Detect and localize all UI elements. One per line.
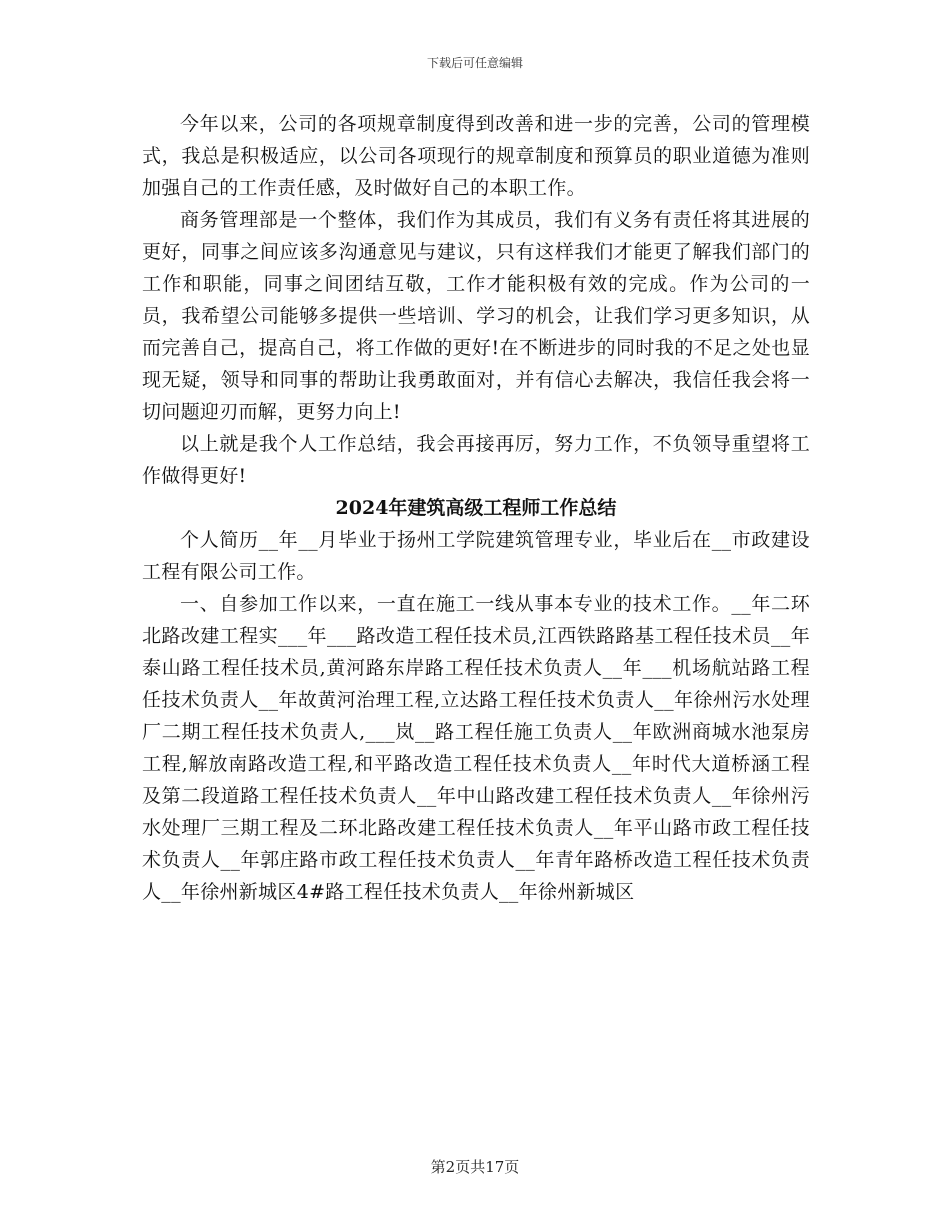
- paragraph-resume: 个人简历__年__月毕业于扬州工学院建筑管理专业，毕业后在__市政建设工程有限公司工作。: [142, 529, 810, 583]
- paragraph-rules-adaptation: 今年以来，公司的各项规章制度得到改善和进一步的完善，公司的管理模式，我总是积极适应，以公司各项现行的规章制度和预算员的职业道德为准则加强自己的工作责任感，及时做好自己的本职工作。: [142, 113, 810, 199]
- page-number: 第2页共17页: [430, 1158, 520, 1176]
- section-title: 2024年建筑高级工程师工作总结: [335, 497, 617, 519]
- page-header-note: 下载后可任意编辑: [426, 56, 523, 70]
- paragraph-work-history: 一、自参加工作以来，一直在施工一线从事本专业的技术工作。__年二环北路改建工程实___年___路改造工程任技术员,江西铁路路基工程任技术员__年泰山路工程任技术员,黄河路东岸路工程任技术负责人__年___机场航站路工程任技术负责人__年故黄河治理工程,立达路工程任技术负责人__年徐州污水处理厂二期工程任技术负责人,___岚__路工程任施工负责人__年欧洲商城水池泵房工程,解放南路改造工程,和平路改造工程任技术负责人__年时代大道桥涵工程及第二段道路工程任技术负责人__年中山路改建工程任技术负责人__年徐州污水处理厂三期工程及二环北路改建工程任技术负责人__年平山路市政工程任技术负责人__年郭庄路市政工程任技术负责人__年青年路桥改造工程任技术负责人__年徐州新城区4#路工程任技术负责人__年徐州新城区: [142, 593, 810, 903]
- paragraph-department-teamwork: 商务管理部是一个整体，我们作为其成员，我们有义务有责任将其进展的更好，同事之间应该多沟通意见与建议，只有这样我们才能更了解我们部门的工作和职能，同事之间团结互敬，工作才能积极有效的完成。作为公司的一员，我希望公司能够多提供一些培训、学习的机会，让我们学习更多知识，从而完善自己，提高自己，将工作做的更好!在不断进步的同时我的不足之处也显现无疑，领导和同事的帮助让我勇敢面对，并有信心去解决，我信任我会将一切问题迎刃而解，更努力向上!: [142, 209, 810, 423]
- document-body: [142, 108, 810, 908]
- paragraph-closing: 以上就是我个人工作总结，我会再接再厉，努力工作，不负领导重望将工作做得更好!: [142, 433, 810, 487]
